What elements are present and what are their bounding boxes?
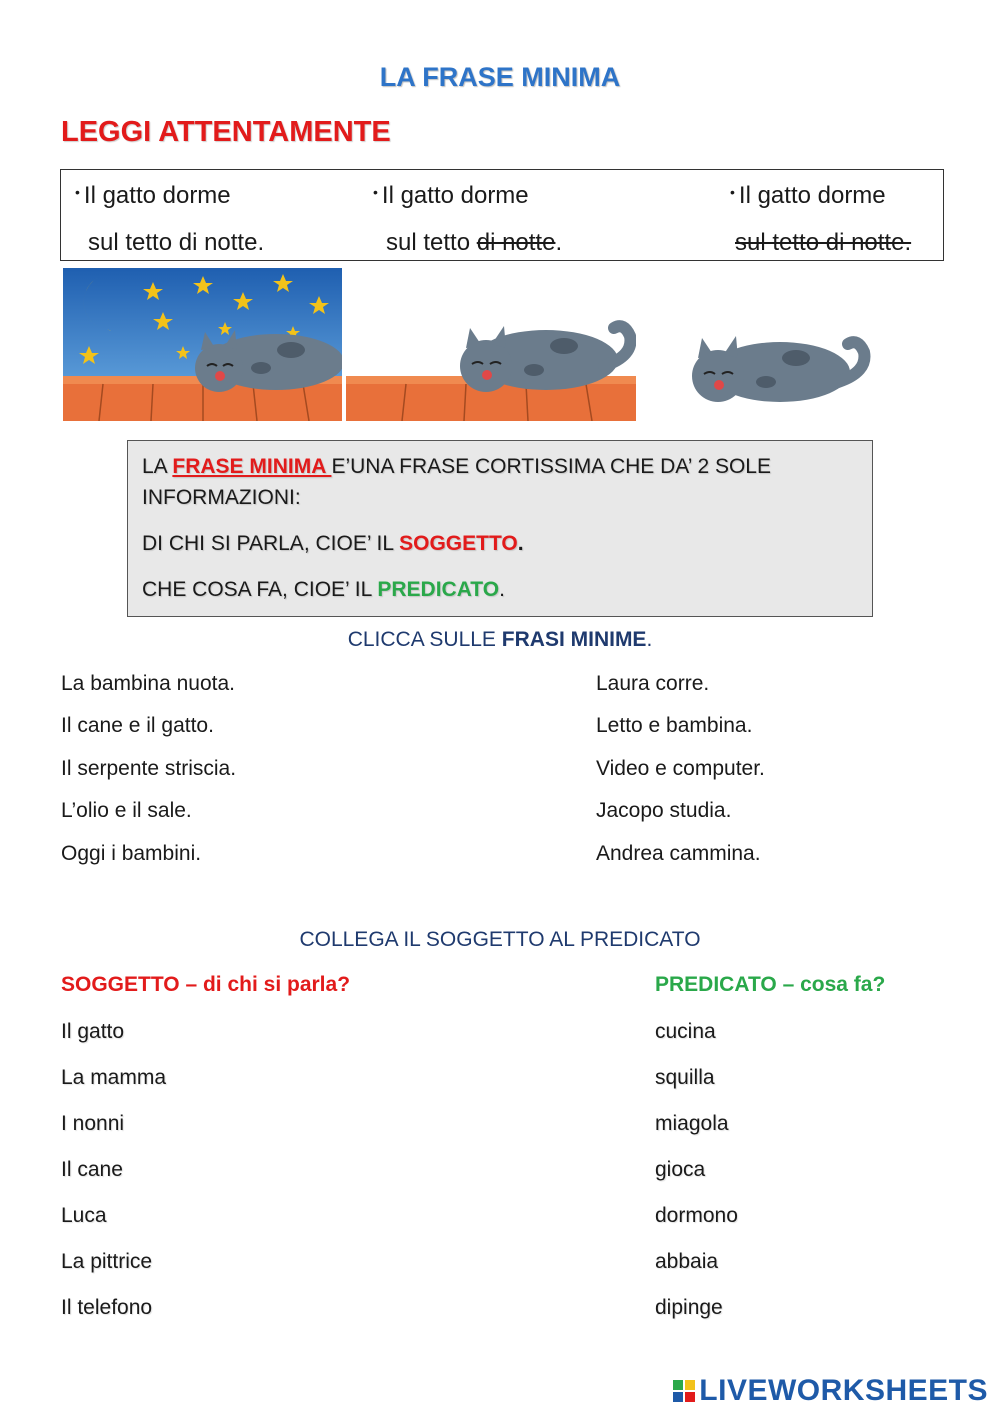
phrase-option[interactable]: Letto e bambina. (596, 714, 753, 737)
phrase-option[interactable]: Laura corre. (596, 672, 710, 695)
predicate-item[interactable]: abbaia (655, 1250, 719, 1273)
subject-column-header: SOGGETTO – di chi si parla? (61, 973, 351, 996)
exercise1-instruction: CLICCA SULLE FRASI MINIME. (347, 628, 653, 651)
predicate-item[interactable]: dipinge (655, 1296, 723, 1319)
subject-item[interactable]: Il gatto (61, 1020, 125, 1043)
phrase-option[interactable]: Jacopo studia. (596, 799, 732, 822)
cat-sleeping-icon (640, 268, 888, 421)
predicate-item[interactable]: dormono (655, 1204, 738, 1227)
definition-predicate: CHE COSA FA, CIOE’ IL PREDICATO. (142, 578, 505, 601)
sentence-minimal: • Il gatto dorme sul tetto di notte. (730, 182, 912, 256)
cat-on-roof-icon (346, 268, 636, 421)
subject-item[interactable]: Luca (61, 1204, 107, 1227)
cat-on-roof-night-icon (63, 268, 342, 421)
exercise2-instruction: COLLEGA IL SOGGETTO AL PREDICATO (299, 928, 701, 951)
phrase-option[interactable]: Oggi i bambini. (61, 842, 202, 865)
phrase-option[interactable]: Il serpente striscia. (61, 757, 237, 780)
phrase-option[interactable]: La bambina nuota. (61, 672, 235, 695)
key-term: FRASE MINIMA (172, 455, 332, 478)
predicate-column-header: PREDICATO – cosa fa? (655, 973, 886, 996)
liveworksheets-logo-icon (673, 1380, 695, 1402)
subject-item[interactable]: Il cane (61, 1158, 123, 1181)
sentence-line: sul tetto di notte. (88, 229, 265, 256)
phrase-option[interactable]: L’olio e il sale. (61, 799, 192, 822)
struck-text: di notte (476, 229, 556, 256)
predicate-term: PREDICATO (377, 578, 500, 601)
example-sentences-box (60, 169, 944, 261)
sentence-line: Il gatto dorme (381, 182, 529, 209)
phrase-option[interactable]: Video e computer. (596, 757, 765, 780)
definition-text: LA FRASE MINIMA E’UNA FRASE CORTISSIMA CHE DA’ 2 SOLE INFORMAZIONI: (142, 455, 771, 509)
predicate-item[interactable]: miagola (655, 1112, 729, 1135)
subject-item[interactable]: La pittrice (61, 1250, 153, 1273)
struck-text: sul tetto di notte. (735, 229, 912, 256)
predicate-item[interactable]: cucina (655, 1020, 716, 1043)
sentence-line: Il gatto dorme (738, 182, 886, 209)
definition-box (127, 440, 873, 617)
subject-item[interactable]: La mamma (61, 1066, 167, 1089)
phrase-option[interactable]: Il cane e il gatto. (61, 714, 214, 737)
subject-term: SOGGETTO (399, 532, 518, 555)
definition-subject: DI CHI SI PARLA, CIOE’ IL SOGGETTO. (142, 532, 524, 555)
subject-item[interactable]: Il telefono (61, 1296, 153, 1319)
subject-item[interactable]: I nonni (61, 1112, 125, 1135)
brand-name: LIVEWORKSHEETS (699, 1374, 988, 1407)
page-title: LA FRASE MINIMA (379, 62, 621, 92)
sentence-partial: • Il gatto dorme sul tetto di notte. (373, 182, 563, 256)
sentence-line: Il gatto dorme (83, 182, 231, 209)
predicate-item[interactable]: squilla (655, 1066, 715, 1089)
phrase-option[interactable]: Andrea cammina. (596, 842, 761, 865)
sentence-line: sul tetto (386, 229, 477, 256)
liveworksheets-logo (673, 1374, 988, 1408)
predicate-item[interactable]: gioca (655, 1158, 706, 1181)
section-heading: LEGGI ATTENTAMENTE (61, 116, 391, 148)
sentence-full: • Il gatto dorme sul tetto di notte. (75, 182, 265, 256)
